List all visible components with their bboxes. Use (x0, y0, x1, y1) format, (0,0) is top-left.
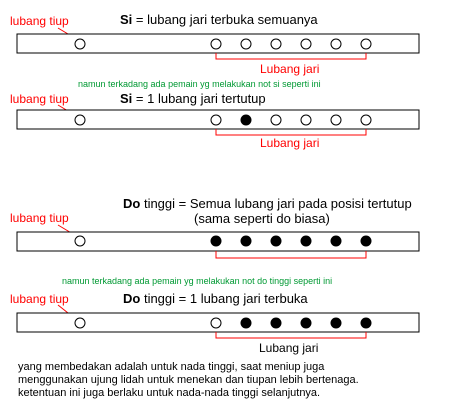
open-finger-hole (301, 39, 311, 49)
closed-finger-hole (301, 318, 311, 328)
svg-text:Do tinggi = Semua lubang jari (123, 196, 412, 211)
svg-text:Si = 1 lubang jari tertutup (120, 91, 266, 106)
blow-hole (75, 318, 85, 328)
blow-hole (75, 39, 85, 49)
closed-finger-hole (241, 115, 251, 125)
closed-finger-hole (241, 236, 251, 246)
section-title-note: Do (123, 291, 141, 306)
open-finger-hole (331, 39, 341, 49)
section-si-open (10, 12, 419, 76)
open-finger-hole (271, 39, 281, 49)
finger-holes-bracket (216, 129, 366, 135)
open-finger-hole (361, 39, 371, 49)
closed-finger-hole (361, 236, 371, 246)
finger-holes-bracket (216, 332, 366, 338)
variant-note: namun terkadang ada pemain yg melakukan not si seperti ini (78, 79, 321, 89)
closed-finger-hole (271, 236, 281, 246)
closed-finger-hole (331, 236, 341, 246)
open-finger-hole (211, 318, 221, 328)
explanation-line: menggunakan ujung lidah untuk menekan dan tiupan lebih bertenaga. (18, 374, 359, 386)
finger-holes-label: Lubang jari (260, 136, 320, 150)
section-title-text: tinggi = 1 lubang jari terbuka (140, 291, 308, 306)
blow-hole-label: lubang tiup (10, 14, 69, 28)
closed-finger-hole (271, 318, 281, 328)
finger-holes-label: Lubang jari (259, 341, 319, 355)
section-title-text: = 1 lubang jari tertutup (132, 91, 266, 106)
closed-finger-hole (301, 236, 311, 246)
closed-finger-hole (361, 318, 371, 328)
section-do-tinggi-variant (10, 276, 419, 355)
section-si-variant (10, 79, 419, 150)
explanation-line: yang membedakan adalah untuk nada tinggi, saat meniup juga (18, 361, 325, 373)
open-finger-hole (211, 115, 221, 125)
blow-hole (75, 115, 85, 125)
open-finger-hole (211, 39, 221, 49)
open-finger-hole (301, 115, 311, 125)
section-title-note: Si (120, 91, 133, 106)
open-finger-hole (331, 115, 341, 125)
blow-hole-label: lubang tiup (10, 292, 69, 306)
variant-note: namun terkadang ada pemain yg melakukan not do tinggi seperti ini (62, 276, 333, 286)
section-title-line2: (sama seperti do biasa) (194, 211, 330, 226)
closed-finger-hole (211, 236, 221, 246)
blow-hole-label: lubang tiup (10, 92, 69, 106)
explanation-line: ketentuan ini juga berlaku untuk nada-nada tinggi selanjutnya. (18, 387, 321, 399)
finger-holes-bracket (216, 53, 366, 59)
blow-hole (75, 236, 85, 246)
svg-text:Do tinggi = 1 lubang jari terb (123, 291, 308, 306)
section-do-tinggi-closed (10, 196, 419, 258)
svg-text:Si = lubang jari terbuka semua (120, 12, 318, 27)
closed-finger-hole (331, 318, 341, 328)
section-title-text: tinggi = Semua lubang jari pada posisi tertutup (140, 196, 412, 211)
blow-hole-label: lubang tiup (10, 211, 69, 225)
closed-finger-hole (241, 318, 251, 328)
section-title-text: = lubang jari terbuka semuanya (132, 12, 318, 27)
open-finger-hole (361, 115, 371, 125)
section-title-note: Do (123, 196, 141, 211)
finger-holes-bracket (216, 251, 366, 258)
open-finger-hole (241, 39, 251, 49)
explanation-text (18, 361, 448, 400)
open-finger-hole (271, 115, 281, 125)
section-title-note: Si (120, 12, 133, 27)
finger-holes-label: Lubang jari (260, 62, 320, 76)
